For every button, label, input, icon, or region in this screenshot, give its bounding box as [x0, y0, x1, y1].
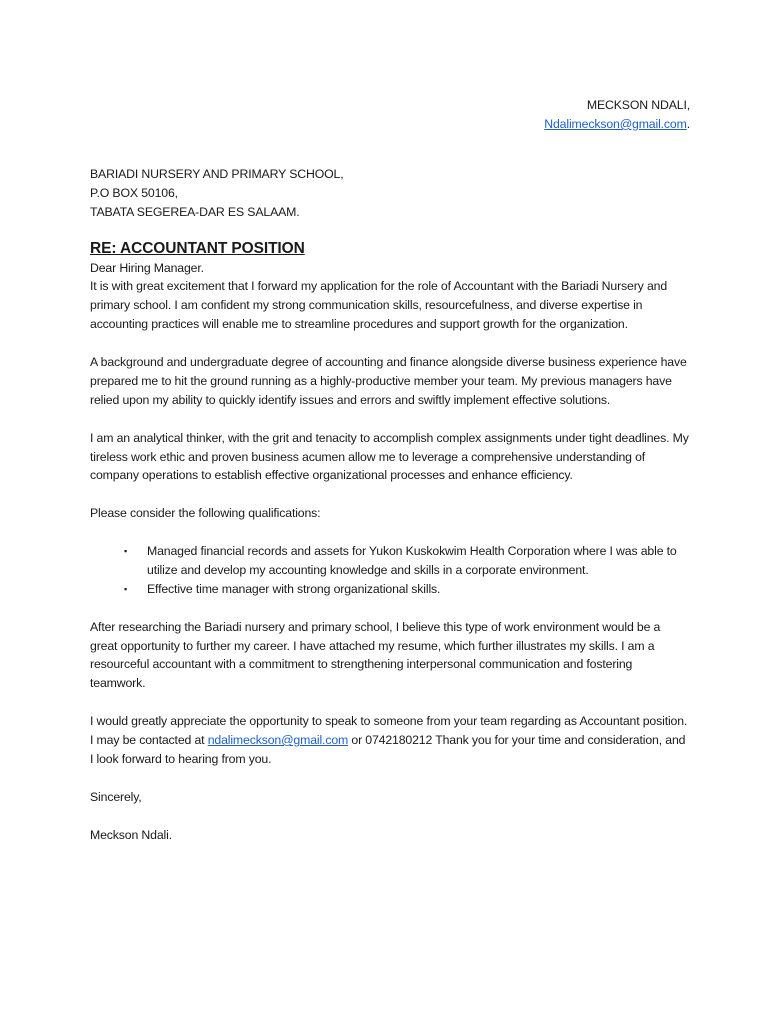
contact-text-before: I would greatly appreciate the opportunity to speak to someone from your team regarding as Accountant position. I may be contacted at — [90, 714, 688, 748]
square-bullet-icon: ▪ — [124, 546, 128, 557]
qualifications-list — [90, 542, 690, 599]
body-paragraph: It is with great excitement that I forward my application for the role of Accountant with the Bariadi Nursery and primary school. I am confident my strong communication skills, resourcefulness, and diverse expertise in accounting practices will enable me to streamline procedures and support growth for the organization. — [90, 279, 668, 332]
list-item — [90, 542, 690, 580]
sender-email-link[interactable]: Ndalimeckson@gmail.com — [544, 116, 687, 131]
subject-heading: RE: ACCOUNTANT POSITION — [90, 239, 305, 257]
contact-text-after: or 0742180212 Thank you for your time and consideration, and I look forward to hearing from you. — [90, 733, 686, 766]
recipient-block — [90, 165, 690, 222]
list-item-text: Managed financial records and assets for Yukon Kuskokwim Health Corporation where I was able to utilize and develop my accounting knowledge and skills in a corporate environment. — [147, 544, 677, 577]
signature-name: Meckson Ndali. — [90, 827, 172, 842]
recipient-line: TABATA SEGEREA-DAR ES SALAAM. — [90, 204, 300, 219]
recipient-line: BARIADI NURSERY AND PRIMARY SCHOOL, — [90, 166, 344, 181]
sender-email-line — [90, 115, 690, 134]
square-bullet-icon: ▪ — [124, 583, 128, 594]
sender-email-suffix: . — [686, 116, 690, 131]
qualifications-intro: Please consider the following qualifications: — [90, 506, 321, 521]
list-item — [90, 580, 690, 599]
recipient-line: P.O BOX 50106, — [90, 185, 178, 200]
body-paragraph: A background and undergraduate degree of accounting and finance alongside diverse business experience have prepared me to hit the ground running as a highly-productive member your team. My previous managers have relied upon my ability to quickly identify issues and errors and swiftly implement effective solutions. — [90, 355, 687, 407]
body-paragraph: I am an analytical thinker, with the grit and tenacity to accomplish complex assignments under tight deadlines. My tireless work ethic and proven business acumen allow me to leverage a comprehensive understanding of company operations to establish effective organizational processes and enhance efficiency. — [90, 430, 689, 483]
sender-name: MECKSON NDALI, — [586, 98, 690, 112]
closing-paragraph: After researching the Bariadi nursery and primary school, I believe this type of work environment would be a great opportunity to further my career. I have attached my resume, which further illustrates my skills. I am a resourceful accountant with a commitment to strengthening interpersonal communication and fostering teamwork. — [90, 619, 661, 691]
sender-block — [90, 96, 690, 134]
letter-page — [90, 96, 690, 845]
contact-email-link[interactable]: ndalimeckson@gmail.com — [207, 733, 349, 748]
signoff: Sincerely, — [90, 789, 142, 804]
salutation: Dear Hiring Manager. — [90, 260, 204, 275]
contact-paragraph — [90, 712, 690, 769]
list-item-text: Effective time manager with strong organizational skills. — [147, 581, 441, 596]
